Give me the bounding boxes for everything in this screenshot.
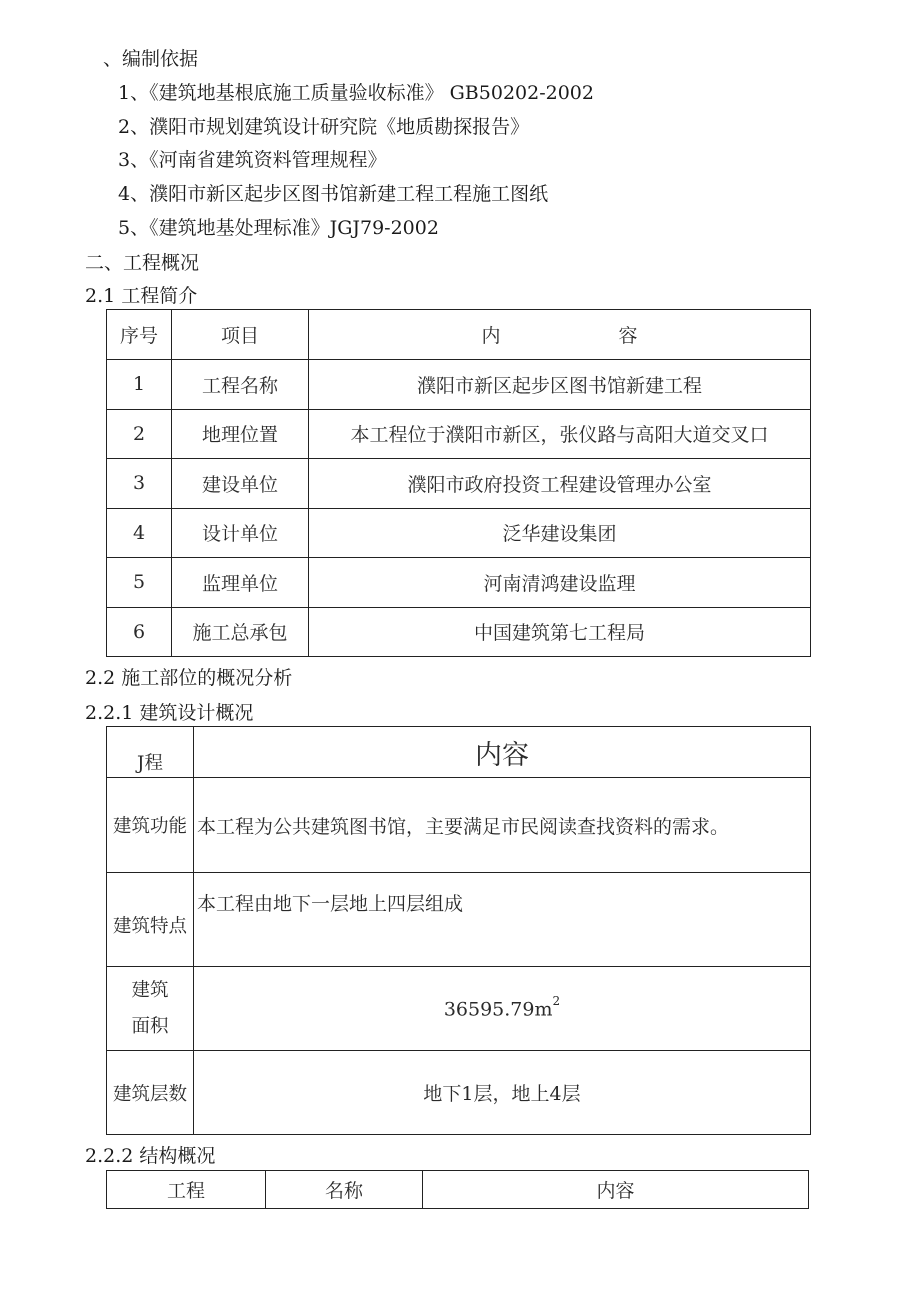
- table-row: [107, 1051, 811, 1135]
- basis-item: 3、《河南省建筑资料管理规程》: [118, 149, 387, 171]
- row-index: 5: [107, 558, 172, 608]
- row-index: 2: [107, 409, 172, 459]
- table-row: [107, 508, 811, 558]
- header-cell: J程: [107, 727, 194, 778]
- table-row: [107, 967, 811, 1051]
- row-item: 建设单位: [172, 459, 309, 509]
- table-row: [107, 778, 811, 873]
- analysis-heading: 2.2 施工部位的概况分析: [85, 667, 293, 689]
- table-row: [107, 459, 811, 509]
- table-row: [107, 873, 811, 967]
- row-item: 监理单位: [172, 558, 309, 608]
- row-content: 中国建筑第七工程局: [309, 607, 811, 657]
- row-index: 1: [107, 360, 172, 410]
- table-row: [107, 607, 811, 657]
- area-label: [107, 967, 194, 1051]
- row-content: 濮阳市新区起步区图书馆新建工程: [309, 360, 811, 410]
- table-header-row: [107, 1171, 809, 1209]
- table-row: [107, 409, 811, 459]
- row-content: 河南清鸿建设监理: [309, 558, 811, 608]
- area-value: 36595.79m: [443, 998, 553, 1021]
- row-index: 3: [107, 459, 172, 509]
- basis-item: 4、濮阳市新区起步区图书馆新建工程工程施工图纸: [118, 183, 549, 205]
- function-label: 建筑功能: [107, 778, 194, 873]
- floors-value: 地下1层，地上4层: [194, 1051, 811, 1135]
- header-cell: 项目: [172, 310, 309, 360]
- header-cell: 内容: [423, 1171, 809, 1209]
- overview-heading: 二、工程概况: [85, 252, 200, 274]
- area-label-line1: 建筑: [131, 979, 169, 1001]
- table-header-row: [107, 310, 811, 360]
- intro-table: [106, 309, 811, 657]
- arch-heading: 2.2.1 建筑设计概况: [85, 702, 254, 724]
- basis-item: 2、濮阳市规划建筑设计研究院《地质勘探报告》: [118, 116, 530, 138]
- function-value: 本工程为公共建筑图书馆，主要满足市民阅读查找资料的需求。: [194, 778, 811, 873]
- basis-item: 1、《建筑地基根底施工质量验收标准》 GB50202-2002: [118, 82, 594, 104]
- row-content: 濮阳市政府投资工程建设管理办公室: [309, 459, 811, 509]
- row-item: 地理位置: [172, 409, 309, 459]
- header-cell: [309, 310, 811, 360]
- struct-heading: 2.2.2 结构概况: [85, 1145, 216, 1167]
- area-unit-superscript: 2: [552, 993, 561, 1008]
- table-row: [107, 360, 811, 410]
- header-cell: 名称: [266, 1171, 423, 1209]
- header-cell: 序号: [107, 310, 172, 360]
- area-value-cell: [194, 967, 811, 1051]
- feature-label: 建筑特点: [107, 873, 194, 967]
- header-cell: 工程: [107, 1171, 266, 1209]
- header-content-left: 内: [481, 325, 501, 347]
- struct-table: [106, 1170, 809, 1209]
- header-cell: 内容: [194, 727, 811, 778]
- row-content: 泛华建设集团: [309, 508, 811, 558]
- table-header-row: [107, 727, 811, 778]
- row-content: 本工程位于濮阳市新区，张仪路与高阳大道交叉口: [309, 409, 811, 459]
- basis-item: 5、《建筑地基处理标准》JGJ79-2002: [118, 217, 439, 239]
- area-label-line2: 面积: [131, 1015, 169, 1037]
- intro-heading: 2.1 工程简介: [85, 285, 198, 307]
- row-index: 6: [107, 607, 172, 657]
- table-row: [107, 558, 811, 608]
- row-item: 施工总承包: [172, 607, 309, 657]
- basis-heading: 、编制依据: [103, 48, 199, 70]
- row-item: 设计单位: [172, 508, 309, 558]
- header-content-right: 容: [618, 325, 638, 347]
- floors-label: 建筑层数: [107, 1051, 194, 1135]
- row-index: 4: [107, 508, 172, 558]
- arch-table: [106, 726, 811, 1135]
- feature-value: 本工程由地下一层地上四层组成: [194, 873, 811, 967]
- row-item: 工程名称: [172, 360, 309, 410]
